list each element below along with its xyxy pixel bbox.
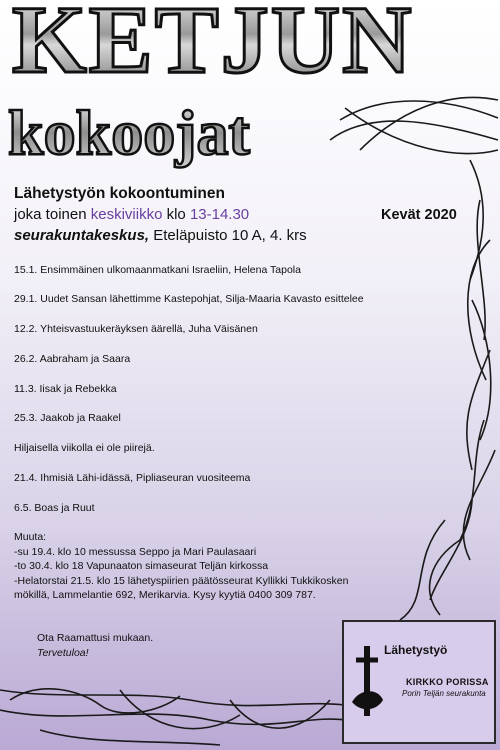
event-item: 21.4. Ihmisiä Lähi-idässä, Pipliaseuran vuositeema	[14, 472, 251, 484]
bring-bible-text: Ota Raamattusi mukaan.	[37, 632, 154, 644]
other-events	[14, 530, 394, 603]
event-item: 25.3. Jaakob ja Raakel	[14, 412, 121, 424]
closing-text	[37, 631, 153, 660]
cross-fish-icon	[350, 642, 384, 720]
logo-parish: Porin Teljän seurakunta	[402, 689, 486, 698]
heading-title: Lähetystyön kokoontuminen	[14, 185, 225, 202]
event-item: 6.5. Boas ja Ruut	[14, 502, 95, 514]
other-item: -su 19.4. klo 10 messussa Seppo ja Mari Paulasaari	[14, 545, 257, 558]
title-kokoojat	[4, 92, 334, 170]
event-item: 11.3. Iisak ja Rebekka	[14, 383, 117, 395]
event-note: Hiljaisella viikolla ei ole piirejä.	[14, 442, 155, 454]
season-label: Kevät 2020	[381, 207, 457, 223]
parish-logo-box	[342, 620, 496, 744]
event-item: 12.2. Yhteisvastuukeräyksen äärellä, Juha Väisänen	[14, 323, 258, 335]
meeting-heading	[14, 183, 307, 246]
heading-place	[14, 225, 307, 246]
schedule-text-klo: klo	[162, 206, 190, 223]
other-item: -to 30.4. klo 18 Vapunaaton simaseurat Teljän kirkossa	[14, 560, 269, 573]
svg-text:kokoojat: kokoojat	[8, 97, 250, 168]
event-item: 29.1. Uudet Sansan lähettimme Kastepohjat, Silja-Maaria Kavasto esittelee	[14, 293, 364, 305]
event-item: 26.2. Aabraham ja Saara	[14, 353, 131, 365]
place-address: Eteläpuisto 10 A, 4. krs	[149, 227, 307, 244]
logo-org: KIRKKO PORISSA	[406, 677, 489, 687]
welcome-text: Tervetuloa!	[37, 646, 89, 659]
schedule-day: keskiviikko	[90, 206, 163, 223]
logo-title: Lähetystyö	[384, 643, 448, 657]
schedule-time: 13-14.30	[189, 206, 250, 223]
event-item: 15.1. Ensimmäinen ulkomaanmatkani Israeliin, Helena Tapola	[14, 264, 301, 276]
other-item: mökillä, Lammelantie 692, Merikarvia. Kysy kyytiä 0400 309 787.	[14, 589, 316, 602]
svg-text:KETJUN: KETJUN	[12, 0, 414, 84]
other-item: -Helatorstai 21.5. klo 15 lähetyspiirien päätösseurat Kyllikki Tukkikosken	[14, 574, 349, 587]
title-ketjun	[8, 0, 500, 84]
schedule-text: joka toinen	[14, 206, 91, 223]
place-name: seurakuntakeskus,	[14, 227, 150, 244]
other-heading: Muuta:	[14, 531, 47, 543]
heading-schedule	[14, 204, 307, 225]
